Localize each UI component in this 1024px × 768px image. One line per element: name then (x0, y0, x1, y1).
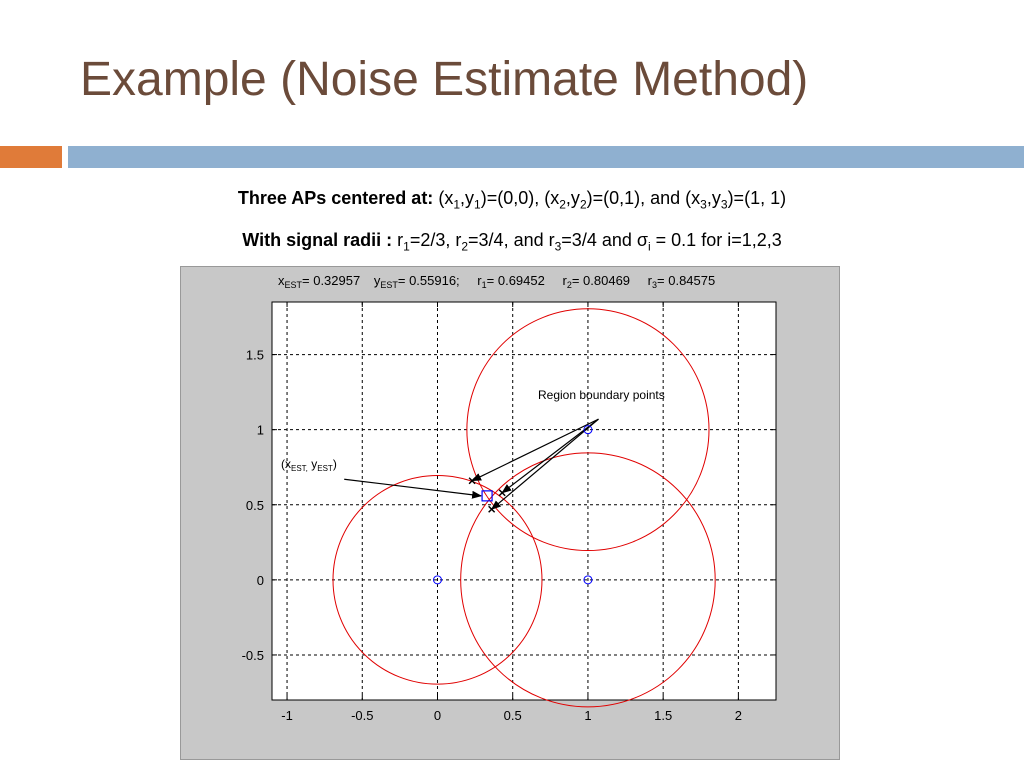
aps-label: Three APs centered at: (237, 188, 434, 208)
y-tick-label: -0.5 (241, 647, 264, 663)
x-tick-label: 2 (734, 708, 743, 723)
x-tick-label: 1 (584, 708, 592, 723)
y-tick-label: 0 (256, 572, 264, 588)
y-tick-label: 1.5 (245, 347, 264, 363)
radii-label: With signal radii : (242, 230, 393, 250)
x-tick-label: 1.5 (654, 708, 673, 723)
estimate-header: $x_{EST}= 0.32957$ $y_{EST}= 0.55916$; $r_1= 0.69452$ $r_2= 0.80469$ $r_3= 0.84575$ (278, 273, 716, 290)
x-tick-label: 0 (433, 708, 442, 723)
radii-text: $r_1=2/3$, $r_2=3/4$, and $r_3=3/4$ and $\sigma_i = 0.1$ for i=1,2,3 (397, 230, 782, 254)
x-tick-label: -0.5 (351, 708, 374, 723)
estimate-label: ($x_{EST,}$ $y_{EST}$) (281, 457, 337, 473)
y-tick-label: 0.5 (245, 497, 264, 513)
slide-title: Example (Noise Estimate Method) (80, 53, 809, 106)
region-boundary-label: Region boundary points (538, 388, 665, 402)
x-tick-label: 0.5 (503, 708, 522, 723)
y-tick-label: 1 (256, 422, 264, 438)
x-tick-label: -1 (281, 708, 293, 723)
aps-text: $(x_1,y_1)=(0,0)$, $(x_2,y_2)=(0,1)$, and $(x_3,y_3)=(1$, 1) (438, 188, 787, 212)
